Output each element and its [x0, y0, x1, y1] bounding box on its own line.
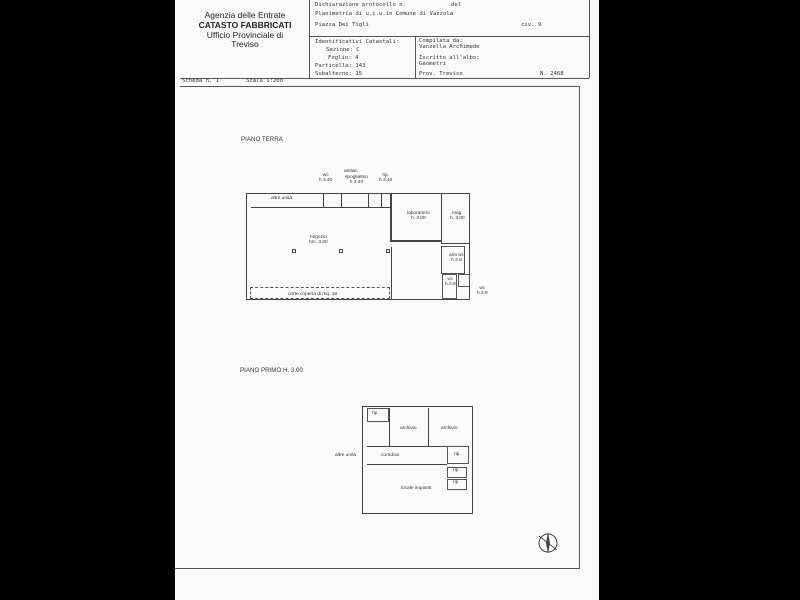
rip1-label: rip.: [372, 411, 379, 416]
subalterno-label: Subalterno: 15: [315, 71, 363, 77]
north-arrow-icon: [535, 528, 561, 558]
pillar: [339, 249, 343, 253]
header-rule-2: [180, 78, 589, 79]
rip4-label: rip.: [453, 480, 460, 485]
numero-label: N. 2468: [540, 71, 564, 77]
laboratorio-label: laboratorio h. 3.00: [407, 211, 430, 222]
corridoio-bottom-wall: [367, 464, 447, 465]
archivio-divider: [428, 408, 429, 446]
negozio-label: negozio hm. 3.00: [309, 235, 328, 246]
header-rule-3: [180, 86, 300, 87]
archivio-left-wall: [389, 408, 390, 446]
archivio-label-2: archivio: [441, 426, 458, 431]
planimetria-label: Planimetria di u.i.u.in Comune di Vazzola: [315, 11, 454, 17]
header-rule-vert-right: [589, 0, 590, 78]
antiwc-wall: [341, 193, 342, 208]
anti-wc-label: anti wc h 2.8: [449, 253, 464, 264]
wc2-label: wc h 2.8: [445, 277, 456, 288]
spogliatoio-label: spogliatoio h 3.40: [345, 175, 368, 186]
dichiarazione-label: Dichiarazione protocollo n.: [315, 2, 406, 8]
header-divider: [309, 0, 310, 78]
first-floor-title: PIANO PRIMO H. 3.00: [240, 367, 303, 374]
albo-label: Geometri: [419, 61, 446, 67]
wc1-wall: [323, 193, 324, 208]
compilata-title: Compilata da:: [419, 38, 463, 44]
archivio-label-1: archivio: [400, 426, 417, 431]
particella-label: Particella: 143: [315, 63, 366, 69]
indirizzo-label: Piazza Dei Tigli: [315, 22, 369, 28]
pillar: [386, 249, 390, 253]
rip2-label: rip.: [454, 452, 461, 457]
scheda-label: Scheda n. 1: [182, 78, 220, 84]
laboratorio-bottom-wall: [390, 240, 442, 242]
header-rule-vert-mid: [415, 36, 416, 78]
rip-label: rip. h 3.40: [379, 173, 393, 184]
del-label: del: [451, 2, 462, 8]
corte-label: corte coperta di mq. 18: [288, 292, 338, 297]
corridoio-label: corridoio: [381, 453, 400, 458]
stair-wall: [391, 247, 392, 300]
drawing-frame-right: [579, 86, 580, 568]
ground-floor-title: PIANO TERRA: [241, 136, 283, 143]
locale-impianti-label: locale impianti: [401, 486, 432, 491]
rip-wall: [381, 193, 382, 208]
agency-name: Agenzia delle Entrate: [204, 10, 286, 20]
pillar: [292, 249, 296, 253]
drawing-frame-top: [300, 86, 580, 87]
agency-city: Treviso: [231, 39, 259, 50]
wc3-label: wc h 2.8: [477, 286, 488, 297]
altre-unita-label: altre unità: [335, 453, 357, 458]
sezione-label: Sezione: C: [326, 47, 360, 53]
foglio-label: Foglio: 4: [328, 55, 359, 61]
scala-label: Scala 1:200: [246, 78, 284, 84]
prov-label: Prov. Treviso: [419, 71, 463, 77]
antiwc-label: antiwc: [344, 169, 358, 174]
rip3-label: rip.: [453, 468, 460, 473]
compilatore-name: Vanzella Archimede: [419, 44, 480, 50]
drawing-frame-bottom: [175, 568, 580, 569]
wc3-room: [458, 274, 470, 287]
spogliatoio-wall: [368, 193, 369, 208]
upper-strip-wall: [251, 207, 391, 208]
agency-block: [185, 11, 305, 50]
identificativi-title: Identificativi Catastali:: [315, 39, 400, 45]
agency-catasto: CATASTO FABBRICATI: [198, 19, 292, 30]
altre-unita-label: altre unità: [271, 196, 293, 201]
laboratorio-left-wall: [390, 193, 392, 241]
iscritto-label: Iscritto all'albo:: [419, 55, 480, 61]
agency-office: Ufficio Provinciale di: [206, 29, 284, 40]
civico-label: civ. 9: [521, 22, 542, 28]
ground-outer-wall: [246, 193, 470, 300]
wc-label: wc h 3.40: [319, 173, 333, 184]
magazzino-label: mag. h. 3.00: [450, 211, 465, 222]
header-rule-1: [309, 36, 589, 37]
cadastral-sheet: [175, 0, 599, 600]
